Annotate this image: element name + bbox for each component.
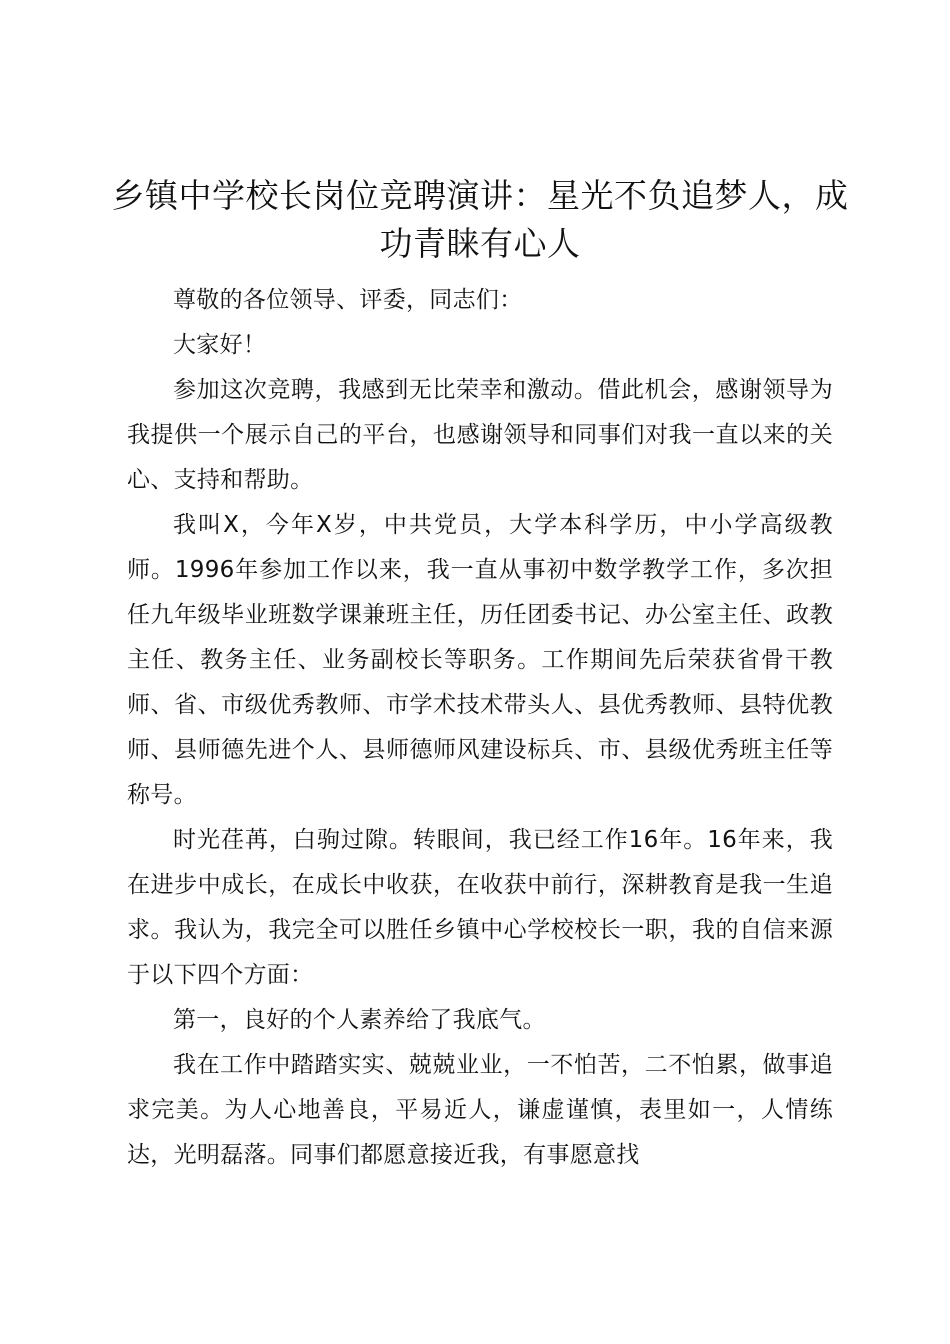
body-paragraph: 参加这次竞聘，我感到无比荣幸和激动。借此机会，感谢领导为我提供一个展示自己的平台，也感谢领导和同事们对我一直以来的关心、支持和帮助。 [127, 377, 833, 493]
body-paragraph: 我叫X，今年X岁，中共党员，大学本科学历，中小学高级教师。1996年参加工作以来，我一直从事初中数学教学工作，多次担任九年级毕业班数学课兼班主任，历任团委书记、办公室主任、政教主任、教务主任、业务副校长等职务。工作期间先后荣获省骨干教师、省、市级优秀教师、市学术技术带头人、县优秀教师、县特优教师、县师德先进个人、县师德师风建设标兵、市、县级优秀班主任等称号。 [127, 512, 833, 808]
document-title: 乡镇中学校长岗位竞聘演讲：星光不负追梦人，成功青睐有心人 [111, 176, 849, 263]
body-paragraph: 时光荏苒，白驹过隙。转眼间，我已经工作16年。16年来，我在进步中成长，在成长中收获，在收获中前行，深耕教育是我一生追求。我认为，我完全可以胜任乡镇中心学校校长一职，我的自信来源于以下四个方面： [127, 827, 833, 988]
section-heading-paragraph: 第一，良好的个人素养给了我底气。 [173, 1007, 546, 1033]
salutation-paragraph: 尊敬的各位领导、评委，同志们： [173, 287, 523, 313]
greeting-paragraph: 大家好！ [173, 332, 267, 358]
body-paragraph: 我在工作中踏踏实实、兢兢业业，一不怕苦，二不怕累，做事追求完美。为人心地善良，平易近人，谦虚谨慎，表里如一，人情练达，光明磊落。同事们都愿意接近我，有事愿意找 [127, 1052, 833, 1168]
document-body [127, 278, 833, 1178]
